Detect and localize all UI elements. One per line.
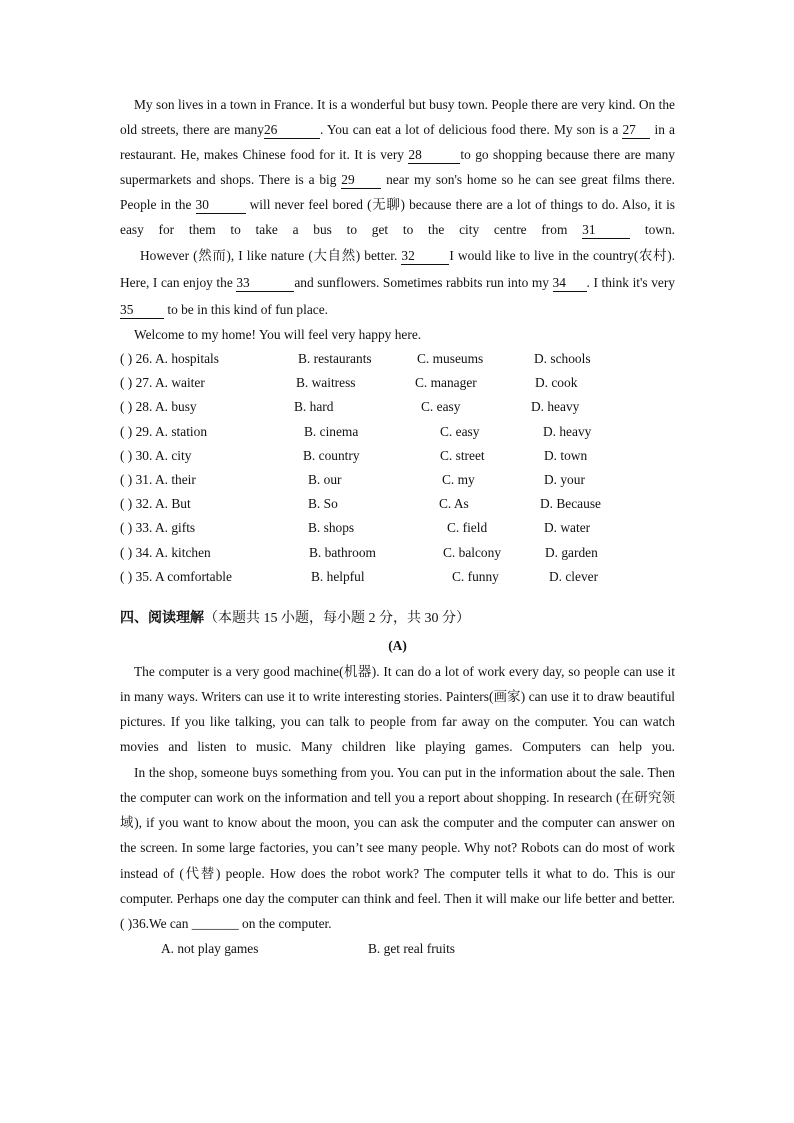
blank-26: 26 — [264, 122, 320, 139]
cloze-text: My son lives in a town in France. It is a wonderful but busy town. People there are very kind. On the old streets, there are many — [120, 97, 675, 137]
reading-paragraph-2: In the shop, someone buys something from you. You can put in the information about the sale. Then the computer can work on the information and tell you a report about shopping. In research (在研究领域), if you want to know about the moon, you can ask the computer and the computer can answer on the screen. In some large factories, you can’t see many people. Why not? Robots can do most of work instead of (代替) people. How does the robot work? The computer tells it what to do. This is our computer. Perhaps one day the computer can think and feel. Then it will make our life better and better. — [120, 764, 675, 906]
blank-28: 28 — [408, 147, 460, 164]
question-stem: ( ) 35. A comfortable — [120, 568, 232, 584]
option-d: D. cook — [535, 375, 578, 391]
blank-29: 29 — [341, 172, 381, 189]
option-c: C. balcony — [443, 544, 502, 560]
cloze-text: I would like to live in the country(农村). Here, I can enjoy the — [120, 248, 676, 290]
cloze-text: to be in this kind of fun place. — [164, 302, 329, 317]
option-b: B. our — [308, 471, 342, 487]
section-title: 四、阅读理解 — [120, 610, 204, 626]
option-c: C. field — [447, 520, 488, 536]
cloze-text: and sunflowers. Sometimes rabbits run into my — [294, 275, 553, 290]
cloze-paragraph-1 — [120, 92, 675, 242]
option-b: B. shops — [308, 520, 355, 536]
cloze-text: near my son's home so he can see great films there. People in the — [120, 172, 675, 212]
option-row-34 — [120, 541, 675, 565]
page-content — [120, 92, 675, 961]
option-row-31 — [120, 468, 675, 492]
option-d: D. heavy — [531, 399, 580, 415]
option-d: D. clever — [549, 568, 599, 584]
option-row-28 — [120, 395, 675, 419]
question-stem: ( ) 33. A. gifts — [120, 520, 196, 536]
option-c: C. manager — [415, 375, 477, 391]
question-stem: ( ) 31. A. their — [120, 471, 196, 487]
option-row-33 — [120, 516, 675, 540]
blank-32: 32 — [401, 248, 449, 265]
cloze-text: will never feel bored (无聊) because there are a lot of things to do. Also, it is easy for them to take a bus to get to the city centre from — [120, 197, 675, 237]
option-b: B. hard — [294, 399, 334, 415]
option-d: D. town — [544, 447, 588, 463]
option-c: C. my — [442, 471, 475, 487]
section-note: （本题共 15 小题，每小题 2 分，共 30 分） — [204, 610, 470, 626]
option-b: B. helpful — [311, 568, 365, 584]
option-b: B. So — [308, 496, 338, 512]
option-c: C. museums — [417, 351, 484, 366]
cloze-text: to go shopping because there are many supermarkets and shops. There is a big — [120, 147, 676, 187]
question-stem: ( ) 26. A. hospitals — [120, 351, 219, 366]
reading-passage — [120, 659, 675, 911]
question-stem: ( ) 32. A. But — [120, 496, 191, 512]
question-stem: ( ) 28. A. busy — [120, 399, 197, 415]
option-row-29 — [120, 420, 675, 444]
blank-34: 34 — [553, 275, 587, 292]
option-row-32 — [120, 492, 675, 516]
blank-33: 33 — [236, 275, 294, 292]
option-b: B. get real fruits — [368, 940, 456, 956]
question-36-stem: ( )36.We can _______ on the computer. — [120, 915, 332, 931]
question-stem: ( ) 30. A. city — [120, 447, 192, 463]
blank-31: 31 — [582, 222, 630, 239]
question-stem: ( ) 34. A. kitchen — [120, 544, 211, 560]
option-d: D. Because — [540, 496, 601, 512]
cloze-text: . You can eat a lot of delicious food there. My son is a — [319, 122, 619, 137]
option-c: C. funny — [452, 568, 499, 584]
cloze-options — [120, 347, 675, 589]
cloze-paragraph-2 — [120, 242, 675, 323]
option-d: D. your — [544, 471, 585, 487]
cloze-text: . I think it's very — [586, 275, 675, 290]
option-row-30 — [120, 444, 675, 468]
option-b: B. restaurants — [298, 351, 372, 366]
cloze-text: in a restaurant. He, makes Chinese food for it. It is very — [120, 122, 675, 162]
option-d: D. water — [544, 520, 591, 536]
option-d: D. garden — [545, 544, 598, 560]
option-b: B. waitress — [296, 375, 356, 391]
option-row-35 — [120, 565, 675, 589]
passage-label: (A) — [388, 637, 407, 653]
option-row-26 — [120, 347, 675, 371]
option-a: A. not play games — [161, 940, 259, 956]
question-stem: ( ) 29. A. station — [120, 423, 208, 439]
section-heading — [120, 607, 675, 631]
question-stem: ( ) 27. A. waiter — [120, 375, 205, 391]
option-c: C. As — [439, 496, 469, 512]
reading-paragraph-1: The computer is a very good machine(机器). It can do a lot of work every day, so people can use it in many ways. Writers can use it to write interesting stories. Painters(画家) can use it to draw beautiful pictures. If you like talking, you can talk to people from far away on the computer. You can watch movies and listen to music. Many children like playing games. Computers can help you. — [120, 663, 675, 755]
option-c: C. street — [440, 447, 485, 463]
option-row-27 — [120, 371, 675, 395]
option-c: C. easy — [440, 423, 480, 439]
cloze-text: However (然而), I like nature (大自然) better. — [140, 248, 402, 263]
option-d: D. heavy — [543, 423, 592, 439]
option-b: B. bathroom — [309, 544, 376, 560]
option-b: B. country — [303, 447, 360, 463]
blank-27: 27 — [622, 122, 650, 139]
option-c: C. easy — [421, 399, 461, 415]
question-36 — [120, 911, 675, 936]
blank-30: 30 — [196, 197, 246, 214]
blank-35: 35 — [120, 302, 164, 319]
question-36-options — [120, 936, 675, 961]
option-d: D. schools — [534, 351, 591, 366]
cloze-text: town. — [630, 222, 675, 237]
cloze-paragraph-3: Welcome to my home! You will feel very happy here. — [134, 327, 422, 342]
option-b: B. cinema — [304, 423, 359, 439]
